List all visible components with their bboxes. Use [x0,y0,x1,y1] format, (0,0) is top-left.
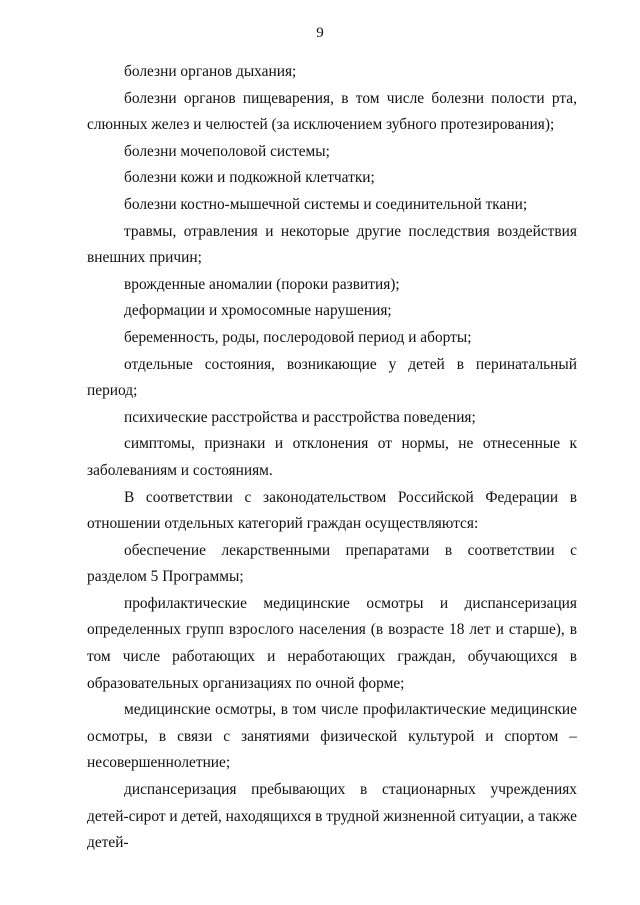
page-number: 9 [316,25,324,41]
paragraph: деформации и хромосомные нарушения; [124,302,392,320]
paragraph: беременность, роды, послеродовой период и аборты; [124,328,472,346]
paragraph: симптомы, признаки и отклонения от нормы, не отнесенные к заболеваниям и состояниям. [87,435,577,479]
paragraph: отдельные состояния, возникающие у детей в перинатальный период; [87,355,577,400]
document-body [87,59,577,857]
paragraph: В соответствии с законодательством Российской Федерации в отношении отдельных категорий граждан осуществляются: [87,488,577,533]
paragraph: обеспечение лекарственными препаратами в соответствии с разделом 5 Программы; [87,541,577,586]
paragraph: психические расстройства и расстройства поведения; [124,408,476,426]
paragraph: травмы, отравления и некоторые другие последствия воздействия внешних причин; [87,222,577,267]
paragraph: профилактические медицинские осмотры и диспансеризация определенных групп взрослого населения (в возрасте 18 лет и старше), в том числе работающих и неработающих граждан, обучающихся в образовательных организациях по очной форме; [87,594,577,692]
paragraph: диспансеризация пребывающих в стационарных учреждениях детей-сирот и детей, находящихся в трудной жизненной ситуации, а также детей- [87,781,577,852]
paragraph: медицинские осмотры, в том числе профилактические медицинские осмотры, в связи с занятиями физической культурой и спортом – несовершеннолетние; [87,701,577,772]
paragraph: болезни кожи и подкожной клетчатки; [124,169,375,187]
paragraph: врожденные аномалии (пороки развития); [124,275,400,293]
paragraph: болезни органов дыхания; [124,63,297,80]
paragraph: болезни мочеполовой системы; [124,142,330,160]
paragraph: болезни органов пищеварения, в том числе болезни полости рта, слюнных желез и челюстей (за исключением зубного протезирования); [87,89,577,134]
paragraph: болезни костно-мышечной системы и соединительной ткани; [124,195,528,213]
